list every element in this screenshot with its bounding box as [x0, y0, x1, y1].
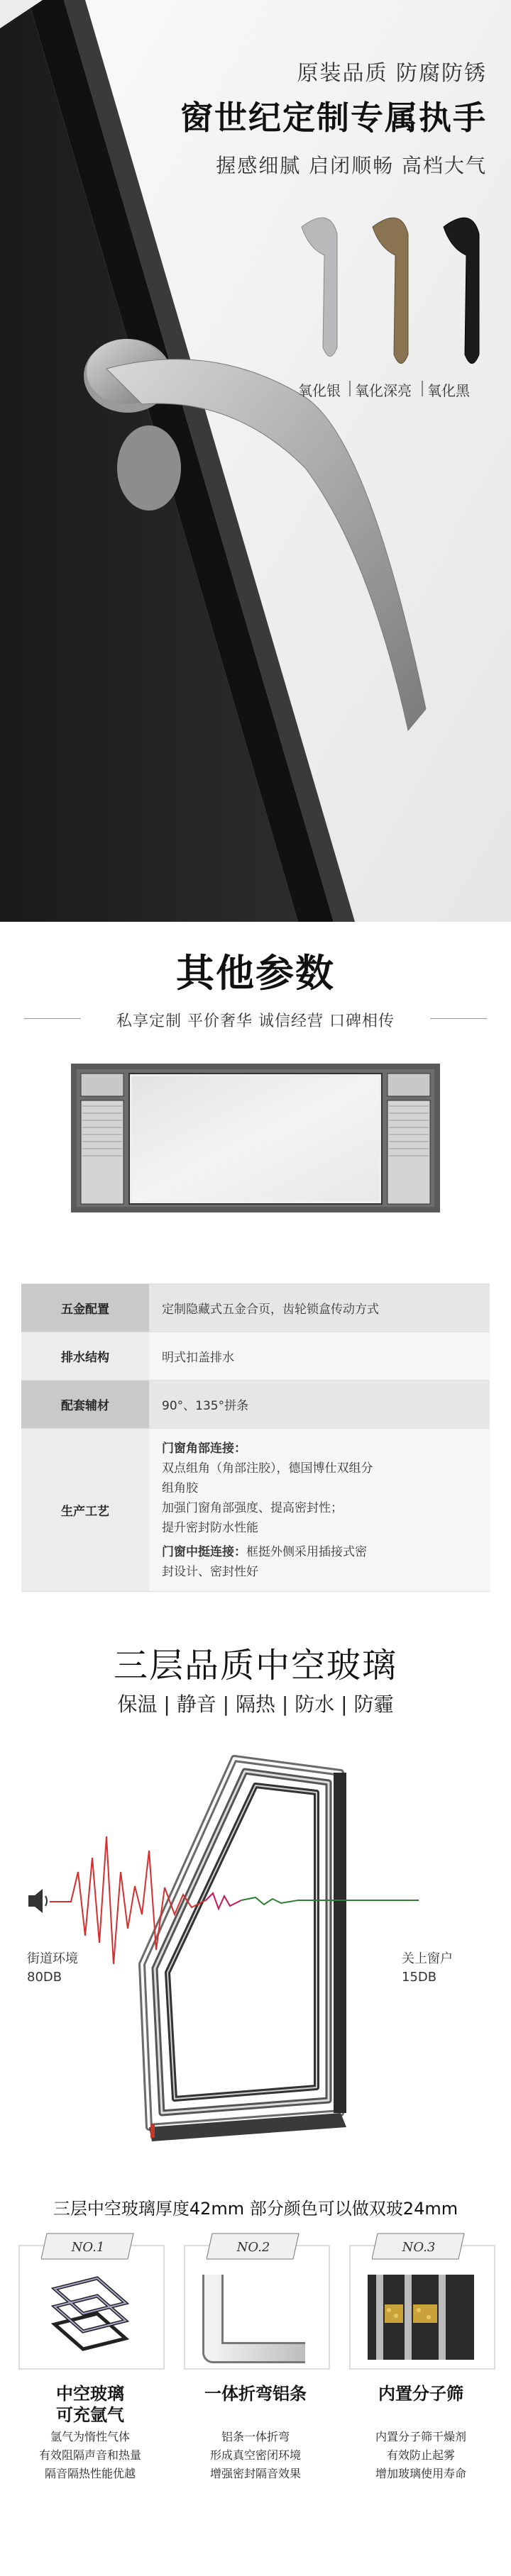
spec-key: 排水结构: [21, 1332, 149, 1381]
swatch-label-bronze: 氧化深亮: [355, 382, 412, 399]
table-row: [21, 1284, 490, 1332]
spec-table: [21, 1283, 490, 1592]
params-subtitle: 私享定制 平价奢华 诚信经营 口碑相传: [116, 1013, 395, 1030]
swatch-label-black: 氧化黑: [427, 382, 470, 399]
craft-heading: 门窗中挺连接：: [162, 1544, 246, 1559]
spec-key: 生产工艺: [21, 1429, 149, 1592]
spec-value: 明式扣盖排水: [149, 1332, 490, 1381]
craft-line: 组角胶: [162, 1481, 198, 1495]
speaker-icon: [28, 1889, 47, 1913]
card-desc: 增强密封隔音效果: [209, 2467, 301, 2480]
noise-label-left: [27, 1950, 78, 1987]
right-db-value: 15DB: [402, 1970, 437, 1985]
card-title: 一体折弯铝条: [204, 2384, 307, 2404]
spec-value-craft: [149, 1429, 490, 1592]
glass-thickness-note: 三层中空玻璃厚度42mm 部分颜色可以做双玻24mm: [53, 2199, 458, 2219]
badge-text: NO.2: [236, 2240, 270, 2255]
card-title: 中空玻璃: [56, 2384, 124, 2404]
glass-section: [0, 1631, 511, 2576]
params-title: 其他参数: [176, 951, 335, 996]
swatch-label-silver: 氧化银: [298, 382, 341, 399]
badge-no1: [41, 2232, 139, 2260]
feature-card-1: [14, 2232, 166, 2502]
glass-subtitle: 保温 | 静音 | 隔热 | 防水 | 防霾: [117, 1693, 394, 1716]
card-title: 内置分子筛: [378, 2384, 463, 2404]
right-env-label: 关上窗户: [402, 1951, 453, 1966]
card-desc: 隔音隔热性能优越: [44, 2467, 136, 2480]
hero-tagline: 原装品质 防腐防锈: [297, 61, 487, 86]
table-row: [21, 1381, 490, 1429]
bronze-handle-swatch: [373, 218, 408, 363]
glass-layers-icon: [33, 2275, 147, 2360]
aluminum-strip-icon: [199, 2268, 312, 2367]
params-section: [0, 922, 511, 1631]
card-desc: 有效防止起雾: [386, 2448, 455, 2462]
craft-line: 封设计、密封性好: [162, 1564, 258, 1579]
craft-heading: 门窗角部连接：: [162, 1441, 246, 1456]
spec-key: 配套辅材: [21, 1381, 149, 1429]
black-handle-swatch: [444, 218, 479, 363]
swatch-divider: [422, 381, 423, 396]
left-env-label: 街道环境: [27, 1951, 78, 1966]
card-desc: 有效阻隔声音和热量: [38, 2448, 141, 2462]
card-desc: 增加玻璃使用寿命: [375, 2467, 466, 2480]
craft-line: 框挺外侧采用插接式密: [246, 1544, 367, 1559]
silver-handle-swatch: [302, 218, 337, 356]
hero-subtitle: 握感细腻 启闭顺畅 高档大气: [216, 154, 487, 177]
subtitle-line-right: [430, 1018, 487, 1019]
card-title-2: 可充氩气: [56, 2405, 124, 2425]
card-desc: 氩气为惰性气体: [50, 2430, 130, 2443]
swatch-divider: [349, 381, 351, 396]
badge-no2: [207, 2232, 304, 2260]
noise-label-right: [402, 1950, 453, 1987]
molecular-sieve-icon: [361, 2268, 481, 2367]
badge-text: NO.3: [402, 2240, 436, 2255]
window-diagram: [71, 1064, 440, 1212]
feature-card-2: [180, 2232, 331, 2502]
card-desc: 铝条一体折弯: [221, 2430, 290, 2443]
craft-line: 加强门窗角部强度、提高密封性；: [162, 1500, 343, 1515]
glass-title: 三层品质中空玻璃: [113, 1646, 397, 1685]
spec-key: 五金配置: [21, 1284, 149, 1332]
spec-value: 90°、135°拼条: [149, 1381, 490, 1429]
badge-no3: [372, 2232, 470, 2260]
craft-line: 双点组角（角部注胶），德国博仕双组分: [162, 1461, 373, 1476]
table-row: [21, 1332, 490, 1381]
left-db-value: 80DB: [27, 1970, 62, 1985]
badge-text: NO.1: [71, 2240, 105, 2255]
craft-line: 提升密封防水性能: [162, 1520, 258, 1535]
feature-card-3: [345, 2232, 497, 2502]
hero-title: 窗世纪定制专属执手: [180, 99, 487, 137]
card-desc: 形成真空密闭环境: [209, 2448, 301, 2462]
color-swatches: [287, 206, 500, 369]
card-desc: 内置分子筛干燥剂: [375, 2430, 466, 2443]
hero-section: [0, 0, 511, 922]
spec-value: 定制隐藏式五金合页，齿轮锁盒传动方式: [149, 1284, 490, 1332]
table-row: [21, 1429, 490, 1592]
